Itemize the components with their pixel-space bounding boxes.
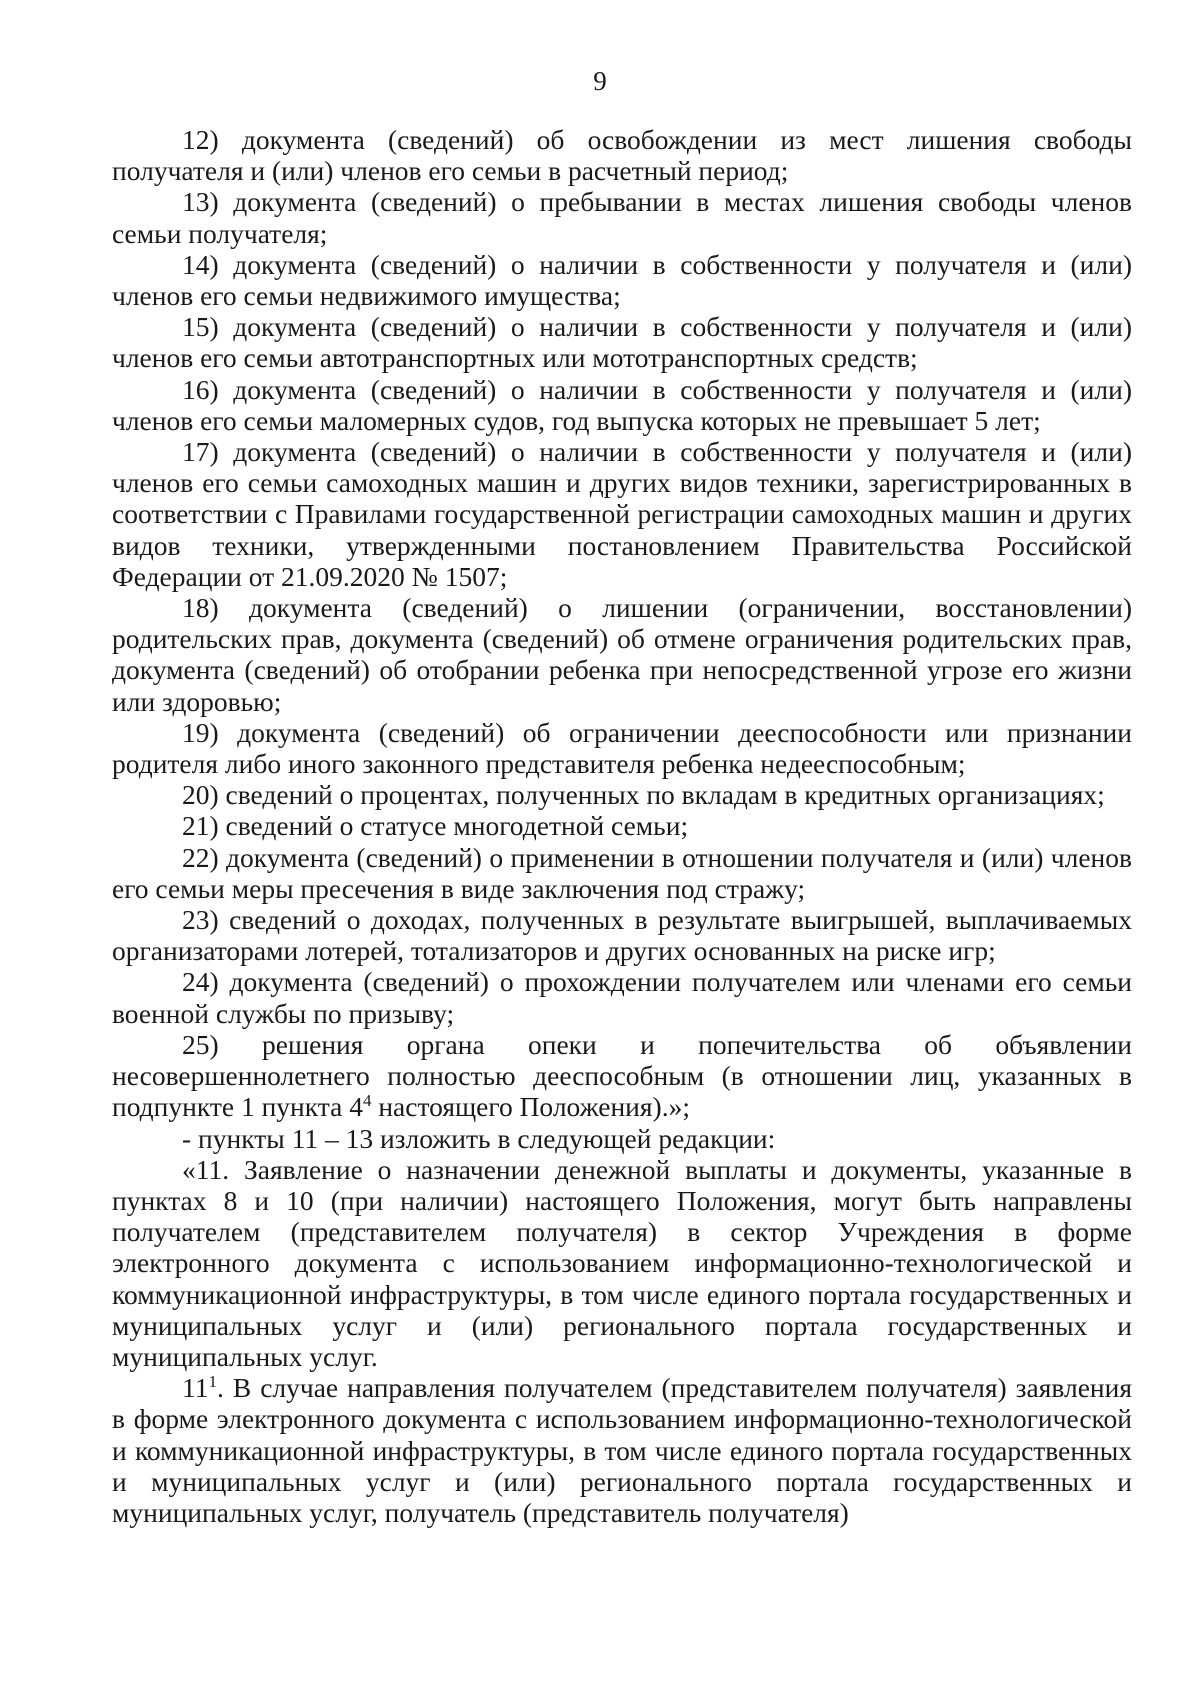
paragraph-item-16: 16) документа (сведений) о наличии в собственности у получателя и (или) членов его семьи маломерных судов, год выпуска которых не превышает 5 лет; xyxy=(112,373,1132,436)
document-body xyxy=(112,124,1132,1528)
paragraph-text: настоящего Положения).»; xyxy=(371,1091,690,1123)
paragraph-item-25 xyxy=(112,1029,1132,1123)
paragraph-item-18: 18) документа (сведений) о лишении (ограничении, восстановлении) родительских прав, документа (сведений) об отмене ограничения родительских прав, документа (сведений) об отобрании ребенка при непосредственной угрозе его жизни или здоровью; xyxy=(112,592,1132,717)
paragraph-text: 25) решения органа опеки и попечительства об объявлении несовершеннолетнего полностью дееспособным (в отношении лиц, указанных в подпункте 1 пункта 4 xyxy=(112,1028,1132,1123)
paragraph-clause-11: «11. Заявление о назначении денежной выплаты и документы, указанные в пунктах 8 и 10 (при наличии) настоящего Положения, могут быть направлены получателем (представителем получателя) в сектор Учреждения в форме электронного документа с использованием информационно-технологической и коммуникационной инфраструктуры, в том числе единого портала государственных и муниципальных услуг и (или) регионального портала государственных и муниципальных услуг. xyxy=(112,1153,1132,1372)
paragraph-item-17: 17) документа (сведений) о наличии в собственности у получателя и (или) членов его семьи самоходных машин и других видов техники, зарегистрированных в соответствии с Правилами государственной регистрации самоходных машин и других видов техники, утвержденными постановлением Правительства Российской Федерации от 21.09.2020 № 1507; xyxy=(112,436,1132,592)
paragraph-text: 11 xyxy=(182,1372,209,1404)
paragraph-item-22: 22) документа (сведений) о применении в отношении получателя и (или) членов его семьи меры пресечения в виде заключения под стражу; xyxy=(112,841,1132,904)
paragraph-item-14: 14) документа (сведений) о наличии в собственности у получателя и (или) членов его семьи недвижимого имущества; xyxy=(112,248,1132,312)
paragraph-item-20: 20) сведений о процентах, полученных по вкладам в кредитных организациях; xyxy=(182,779,1105,811)
paragraph-item-13: 13) документа (сведений) о пребывании в местах лишения свободы членов семьи получателя; xyxy=(112,186,1132,249)
paragraph-item-12: 12) документа (сведений) об освобождении из мест лишения свободы получателя и (или) членов его семьи в расчетный период; xyxy=(112,124,1132,187)
paragraph-clause-11-1 xyxy=(112,1372,1132,1528)
paragraph-item-19: 19) документа (сведений) об ограничении дееспособности или признании родителя либо иного законного представителя ребенка недееспособным; xyxy=(112,716,1132,780)
paragraph-text: . В случае направления получателем (представителем получателя) заявления в форме электронного документа с использованием информационно-технологической и коммуникационной инфраструктуры, в том числе единого портала государственных и муниципальных услуг и (или) регионального портала государственных и муниципальных услуг, получатель (представитель получателя) xyxy=(112,1372,1132,1528)
paragraph-item-24: 24) документа (сведений) о прохождении получателем или членами его семьи военной службы по призыву; xyxy=(112,966,1132,1029)
superscript: 1 xyxy=(208,1371,217,1391)
page-number: 9 xyxy=(593,66,607,96)
superscript: 4 xyxy=(362,1091,372,1111)
paragraph-item-21: 21) сведений о статусе многодетной семьи; xyxy=(182,810,689,842)
amendment-instruction: - пункты 11 – 13 изложить в следующей редакции: xyxy=(182,1122,776,1154)
paragraph-item-23: 23) сведений о доходах, полученных в результате выигрышей, выплачиваемых организаторами лотерей, тотализаторов и других основанных на риске игр; xyxy=(112,904,1132,967)
paragraph-item-15: 15) документа (сведений) о наличии в собственности у получателя и (или) членов его семьи автотранспортных или мототранспортных средств; xyxy=(112,311,1132,374)
